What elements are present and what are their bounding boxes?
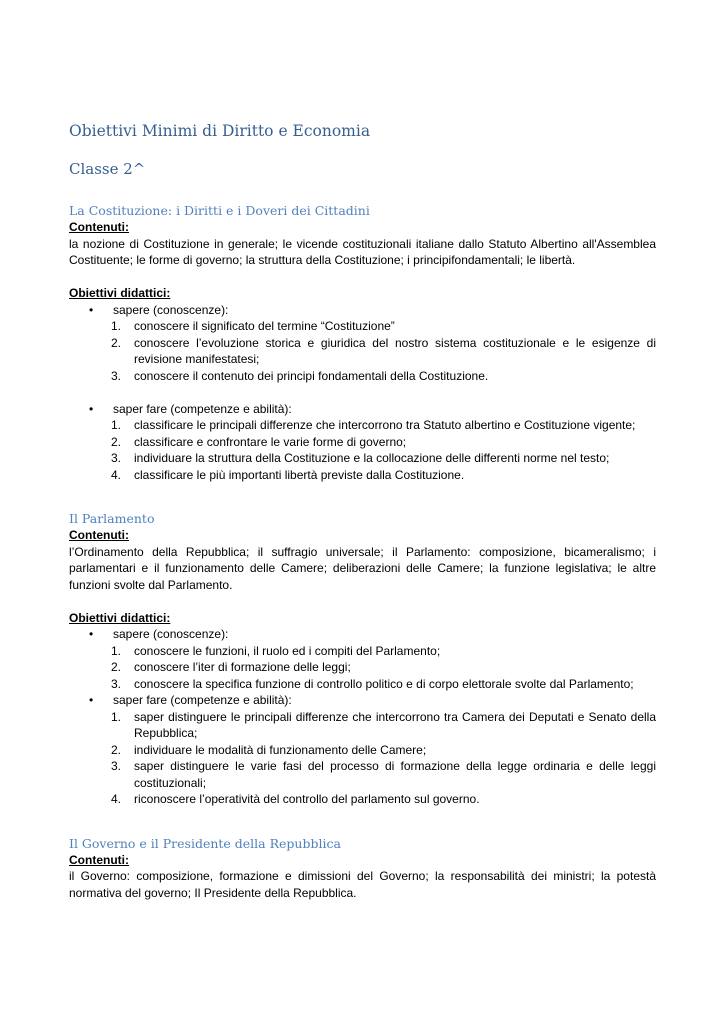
list-item: 3. individuare la struttura della Costituzione e la collocazione delle differenti norme nel testo; [111,451,610,465]
list-item: • saper fare (competenze e abilità): [89,693,292,707]
obiettivi-label: Obiettivi didattici: [69,286,171,300]
document-page [69,118,656,901]
numbered-list [69,417,656,483]
list-item: 2. conoscere l’iter di formazione delle leggi; [111,660,351,674]
obiettivi-list [69,401,656,418]
section-parlamento [69,510,656,808]
list-item: 2. classificare e confrontare le varie forme di governo; [111,434,407,449]
numbered-list [69,643,656,693]
contenuti-text: l’Ordinamento della Repubblica; il suffragio universale; il Parlamento: composizione, bicameralismo; i parlamentari e il funzionamento delle Camere; deliberazioni delle Camere; la funzione legislativa; le altre funzioni svolte dal Parlamento. [69,544,656,592]
contenuti-label: Contenuti: [69,852,129,867]
section-governo [69,835,656,902]
list-item: 2. individuare le modalità di funzionamento delle Camere; [111,742,427,757]
bullet-icon: • [89,693,94,707]
list-item: 3. conoscere il contenuto dei principi fondamentali della Costituzione. [111,368,489,383]
obiettivi-list [69,626,656,643]
obiettivi-list [69,692,656,709]
list-item: 3. saper distinguere le varie fasi del processo di formazione della legge ordinaria e delle leggi costituzionali; [111,759,656,790]
list-item: 4. riconoscere l’operatività del controllo del parlamento sul governo. [111,792,480,806]
obiettivi-label: Obiettivi didattici: [69,610,171,625]
list-item: 1. classificare le principali differenze che intercorrono tra Statuto albertino e Costituzione vigente; [111,418,636,432]
contenuti-text: la nozione di Costituzione in generale; le vicende costituzionali italiane dallo Statuto Albertino all'Assemblea Costituente; le forme di governo; la struttura della Costituzione; i principifondamentali; le libertà. [69,236,656,267]
list-item: 4. classificare le più importanti libertà previste dalla Costituzione. [111,467,465,482]
section-heading: Il Governo e il Presidente della Repubblica [69,835,341,851]
obiettivi-list [69,302,656,319]
section-heading: La Costituzione: i Diritti e i Doveri dei Cittadini [69,203,370,218]
list-item: 3. conoscere la specifica funzione di controllo politico e di corpo elettorale svolte dal Parlamento; [111,676,634,691]
class-heading: Classe 2^ [69,160,146,178]
list-item: 1. conoscere il significato del termine “Costituzione” [111,319,395,333]
list-item: 1. saper distinguere le principali differenze che intercorrono tra Camera dei Deputati e Senato della Repubblica; [111,709,656,740]
bullet-icon: • [89,401,94,416]
numbered-list [69,318,656,384]
list-item: 1. conoscere le funzioni, il ruolo ed i compiti del Parlamento; [111,643,441,658]
document-title: Obiettivi Minimi di Diritto e Economia [69,122,371,140]
bullet-icon: • [89,627,94,641]
contenuti-text: il Governo: composizione, formazione e dimissioni del Governo; la responsabilità dei ministri; la potestà normativa del governo; Il Presidente della Repubblica. [69,869,656,900]
contenuti-label: Contenuti: [69,528,129,542]
numbered-list [69,709,656,808]
list-item: • sapere (conoscenze): [89,302,229,317]
list-item: 2. conoscere l’evoluzione storica e giuridica del nostro sistema costituzionale e le esigenze di revisione manifestatesi; [111,335,656,366]
section-heading: Il Parlamento [69,511,155,526]
bullet-icon: • [89,302,94,317]
list-item: • sapere (conoscenze): [89,627,229,641]
contenuti-label: Contenuti: [69,220,129,234]
list-item: • saper fare (competenze e abilità): [89,401,292,416]
section-costituzione [69,202,656,483]
